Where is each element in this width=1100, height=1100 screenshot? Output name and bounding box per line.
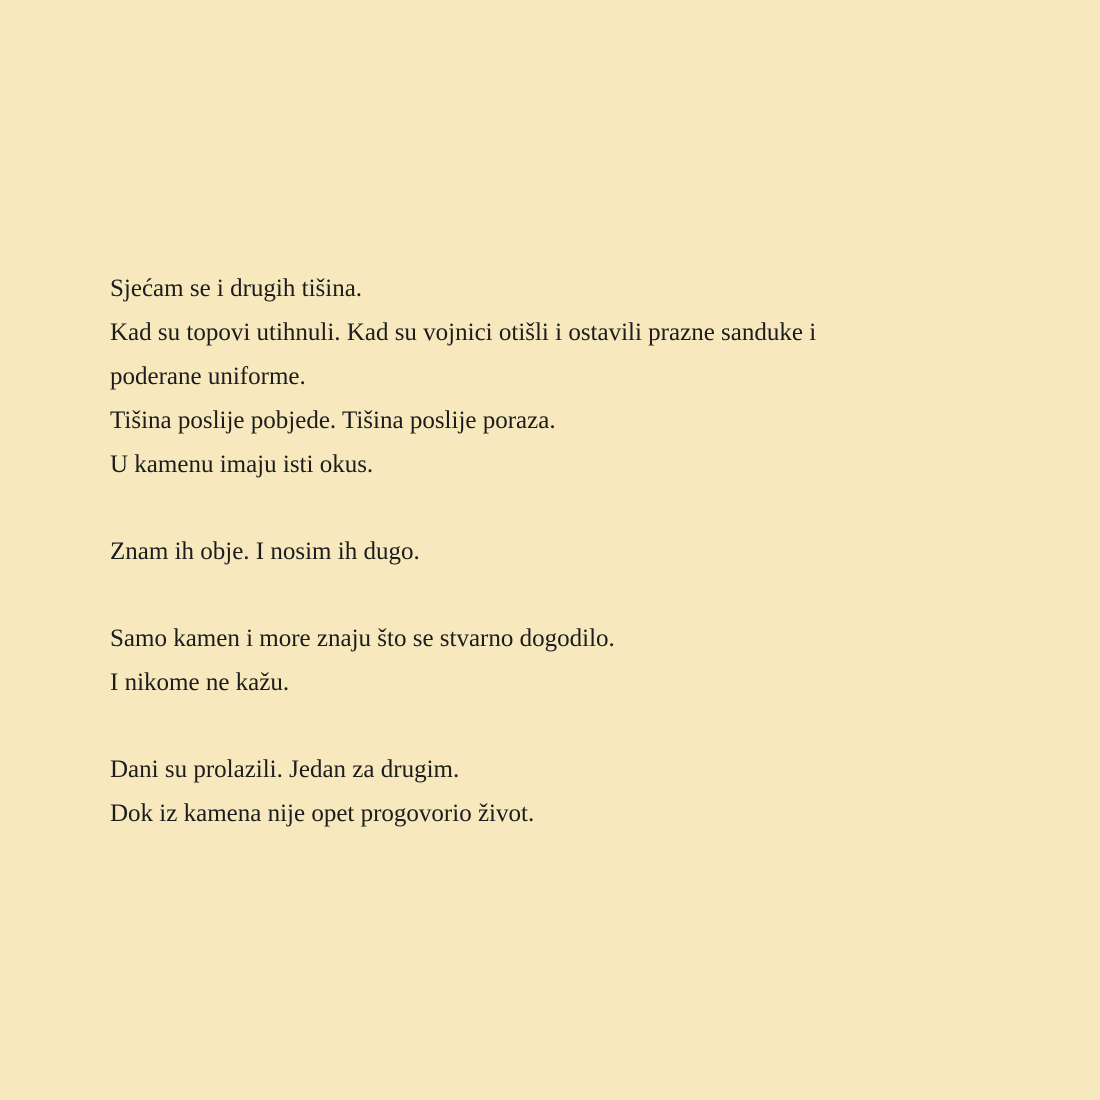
- stanza-spacer: [110, 574, 990, 617]
- stanza-spacer: [110, 705, 990, 748]
- text-line: Dok iz kamena nije opet progovorio život.: [110, 800, 535, 827]
- stanza-1: [110, 267, 990, 487]
- stanza-2: [110, 530, 990, 574]
- stanza-3: [110, 617, 990, 705]
- text-line: Sjećam se i drugih tišina.: [110, 275, 363, 302]
- text-line: U kamenu imaju isti okus.: [110, 451, 374, 478]
- text-line: Kad su topovi utihnuli. Kad su vojnici otišli i ostavili prazne sanduke i: [110, 319, 817, 346]
- text-line: I nikome ne kažu.: [110, 669, 290, 696]
- text-line: poderane uniforme.: [110, 363, 306, 390]
- text-line: Dani su prolazili. Jedan za drugim.: [110, 756, 460, 783]
- text-line: Samo kamen i more znaju što se stvarno dogodilo.: [110, 625, 615, 652]
- stanza-4: [110, 748, 990, 836]
- text-line: Znam ih obje. I nosim ih dugo.: [110, 538, 420, 565]
- poem-text: [110, 267, 990, 836]
- stanza-spacer: [110, 487, 990, 530]
- text-line: Tišina poslije pobjede. Tišina poslije poraza.: [110, 407, 556, 434]
